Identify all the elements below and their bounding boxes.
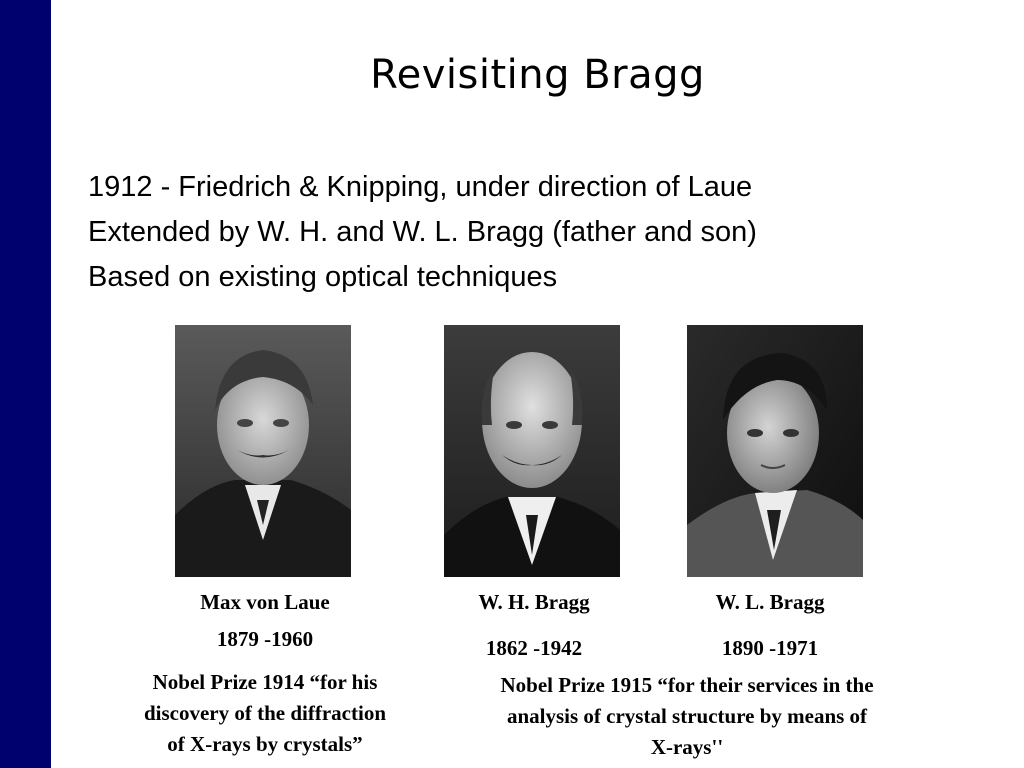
portrait-max-von-laue <box>175 325 351 577</box>
years-max-von-laue: 1879 -1960 <box>216 627 314 651</box>
prize-line: discovery of the diffraction <box>143 701 387 725</box>
portrait-wh-bragg <box>444 325 620 577</box>
years-wh-bragg: 1862 -1942 <box>485 636 583 660</box>
prize-line: Nobel Prize 1914 “for his <box>152 670 378 694</box>
bullet-line: Extended by W. H. and W. L. Bragg (father and son) <box>88 216 757 248</box>
name-wh-bragg: W. H. Bragg <box>478 590 590 614</box>
bullet-line: 1912 - Friedrich & Knipping, under direction of Laue <box>88 171 753 203</box>
prize-line: Nobel Prize 1915 “for their services in the <box>500 673 874 697</box>
bullet-line: Based on existing optical techniques <box>88 261 558 293</box>
nobel-prize-bragg <box>437 670 937 763</box>
bullet-list <box>88 165 757 300</box>
years-wl-bragg: 1890 -1971 <box>721 636 819 660</box>
prize-line: analysis of crystal structure by means of <box>506 704 868 728</box>
prize-line: X-rays'' <box>650 735 724 759</box>
name-wl-bragg: W. L. Bragg <box>715 590 825 614</box>
nobel-prize-laue <box>100 667 430 760</box>
slide-title: Revisiting Bragg <box>370 52 705 98</box>
prize-line: of X-rays by crystals” <box>167 732 363 756</box>
slide-sidebar <box>0 0 51 768</box>
name-max-von-laue: Max von Laue <box>200 590 330 614</box>
portrait-wl-bragg <box>687 325 863 577</box>
